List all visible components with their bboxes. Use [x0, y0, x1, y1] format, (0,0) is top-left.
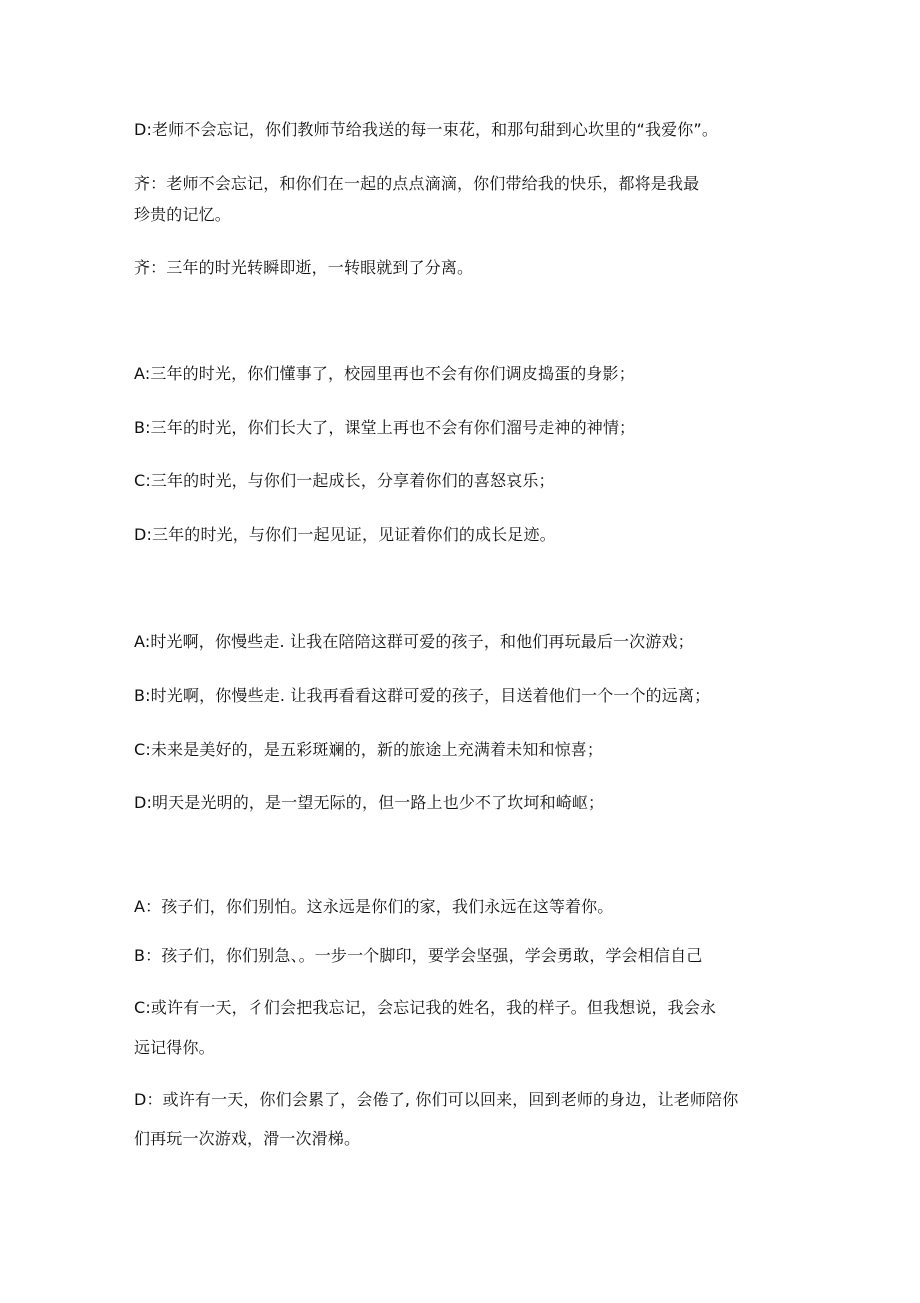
text-line: D:三年的时光，与你们一起见证，见证着你们的成长足迹。 [134, 525, 556, 544]
text-line: 珍贵的记忆。 [134, 205, 231, 224]
text-line: C:或许有一天，彳们会把我忘记，会忘记我的姓名，我的样子。但我想说，我会永 [134, 998, 717, 1017]
text-line: B:三年的时光，你们长大了，课堂上再也不会有你们溜号走神的神情； [134, 418, 636, 437]
text-line: 齐：老师不会忘记，和你们在一起的点点滴滴，你们带给我的快乐，都将是我最 [134, 174, 700, 193]
text-line: C:三年的时光，与你们一起成长，分享着你们的喜怒哀乐； [134, 471, 555, 490]
text-line: B:时光啊，你慢些走. 让我再看看这群可爱的孩子，目送着他们一个一个的远离； [134, 686, 711, 705]
text-line: B：孩子们，你们别急、。一步一个脚印，要学会坚强，学会勇敢，学会相信自己 [134, 946, 703, 965]
text-line: 远记得你。 [134, 1038, 215, 1057]
text-line: A：孩子们，你们别怕。这永远是你们的家，我们永远在这等着你。 [134, 897, 614, 916]
text-line: C:未来是美好的，是五彩斑斓的，新的旅途上充满着未知和惊喜； [134, 740, 604, 759]
text-line: 们再玩一次游戏，滑一次滑梯。 [134, 1129, 361, 1148]
text-line: D：或许有一天，你们会累了，会倦了, 你们可以回来，回到老师的身边，让老师陪你 [134, 1090, 739, 1109]
text-line: D:老师不会忘记，你们教师节给我送的每一束花，和那句甜到心坎里的“我爱你”。 [134, 120, 718, 139]
text-line: A:时光啊，你慢些走. 让我在陪陪这群可爱的孩子，和他们再玩最后一次游戏； [134, 632, 694, 651]
text-line: 齐：三年的时光转瞬即逝，一转眼就到了分离。 [134, 258, 474, 277]
text-line: D:明天是光明的，是一望无际的，但一路上也少不了坎坷和崎岖； [134, 793, 605, 812]
text-line: A:三年的时光，你们懂事了，校园里再也不会有你们调皮捣蛋的身影； [134, 364, 635, 383]
